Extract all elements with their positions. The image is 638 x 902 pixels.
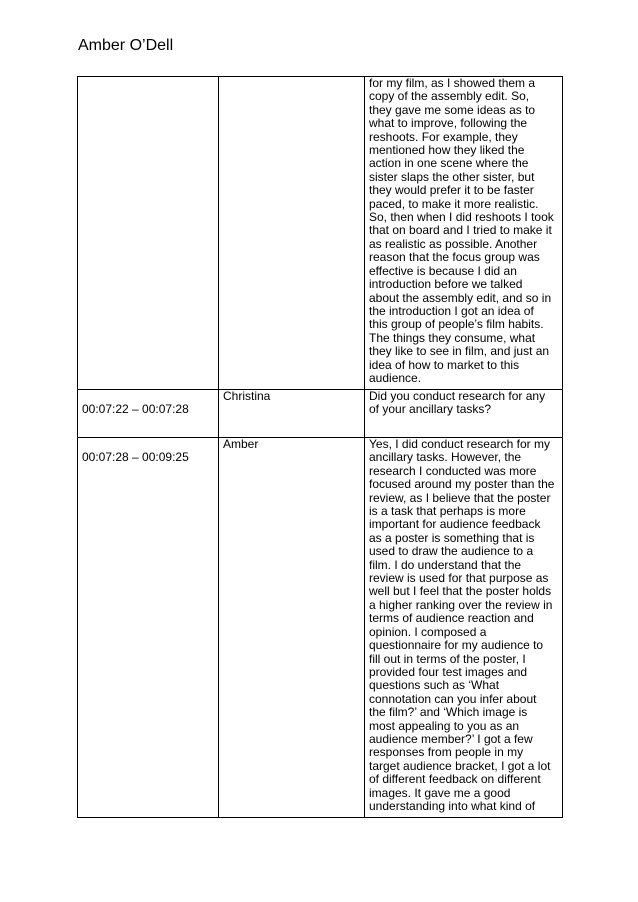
text-line: So, then when I did reshoots I took — [369, 210, 554, 225]
text-line: copy of the assembly edit. So, — [369, 89, 530, 104]
text-line: a higher ranking over the review in — [369, 597, 553, 612]
text-lines — [369, 438, 559, 813]
text-line: sister slaps the other sister, but — [369, 169, 535, 184]
text-lines — [369, 77, 559, 385]
text-line: fill out in terms of the poster, I — [369, 651, 526, 666]
text-line: this group of people’s film habits. — [369, 317, 544, 332]
text-line: paced, to make it more realistic. — [369, 196, 539, 211]
text-line: of your ancillary tasks? — [369, 402, 492, 417]
text-line: provided four test images and — [369, 664, 528, 679]
text-line: Did you conduct research for any — [369, 389, 546, 403]
document-header-name: Amber O’Dell — [78, 37, 174, 54]
text-line: research I conducted was more — [369, 463, 537, 478]
text-line: of different feedback on different — [369, 772, 541, 787]
transcript-table — [77, 76, 563, 818]
table-row — [78, 390, 563, 438]
text-line: responses from people in my — [369, 745, 524, 760]
text-line: audience member?’ I got a few — [369, 731, 533, 746]
text-cell — [365, 77, 563, 390]
text-line: questions such as ‘What — [369, 678, 500, 693]
text-line: well but I feel that the poster holds — [369, 584, 552, 599]
text-line: Yes, I did conduct research for my — [369, 437, 550, 451]
text-line: effective is because I did an — [369, 263, 517, 278]
text-line: is a task that perhaps is more — [369, 504, 526, 519]
text-line: used to draw the audience to a — [369, 544, 534, 559]
text-line: The things they consume, what — [369, 330, 536, 345]
time-cell — [78, 438, 219, 818]
text-line: understanding into what kind of — [369, 798, 536, 813]
time-text — [82, 77, 215, 90]
text-line: reshoots. For example, they — [369, 129, 518, 144]
text-line: focused around my poster than the — [369, 477, 555, 492]
text-line: for my film, as I showed them a — [369, 76, 536, 90]
text-cell — [365, 438, 563, 818]
text-cell — [365, 390, 563, 438]
table-row — [78, 77, 563, 390]
text-line: audience. — [369, 370, 422, 385]
text-line: opinion. I composed a — [369, 624, 487, 639]
text-line: they would prefer it to be faster — [369, 183, 534, 198]
speaker-cell — [219, 77, 365, 390]
text-line: as a poster is something that is — [369, 530, 535, 545]
time-text: 00:07:22 – 00:07:28 — [82, 402, 189, 416]
text-line: review is used for that purpose as — [369, 571, 549, 586]
text-line: the film?’ and ‘Which image is — [369, 705, 528, 720]
text-line: what to improve, following the — [369, 116, 528, 131]
time-cell — [78, 77, 219, 390]
text-line: important for audience feedback — [369, 517, 541, 532]
time-cell — [78, 390, 219, 438]
text-line: connotation can you infer about — [369, 691, 537, 706]
speaker-cell: Christina — [219, 390, 365, 438]
text-line: they like to see in film, and just an — [369, 344, 550, 359]
text-line: the introduction I got an idea of — [369, 303, 534, 318]
time-text: 00:07:28 – 00:09:25 — [82, 450, 189, 464]
text-line — [369, 417, 559, 430]
text-line: images. It gave me a good — [369, 785, 511, 800]
text-line: that on board and I tried to make it — [369, 223, 552, 238]
text-line: introduction before we talked — [369, 277, 523, 292]
text-line: target audience bracket, I got a lot — [369, 758, 551, 773]
text-line: action in one scene where the — [369, 156, 529, 171]
table-row — [78, 438, 563, 818]
text-lines — [369, 390, 559, 430]
text-line: idea of how to market to this — [369, 357, 520, 372]
text-line: most appealing to you as an — [369, 718, 520, 733]
text-line: as realistic as possible. Another — [369, 236, 538, 251]
text-line: terms of audience reaction and — [369, 611, 534, 626]
text-line: review, as I believe that the poster — [369, 490, 551, 505]
text-line: about the assembly edit, and so in — [369, 290, 552, 305]
text-line: mentioned how they liked the — [369, 143, 525, 158]
text-line: they gave me some ideas as to — [369, 102, 536, 117]
text-line: questionnaire for my audience to — [369, 638, 544, 653]
text-line: film. I do understand that the — [369, 557, 522, 572]
speaker-cell: Amber — [219, 438, 365, 818]
text-line: reason that the focus group was — [369, 250, 540, 265]
text-line: ancillary tasks. However, the — [369, 450, 522, 465]
